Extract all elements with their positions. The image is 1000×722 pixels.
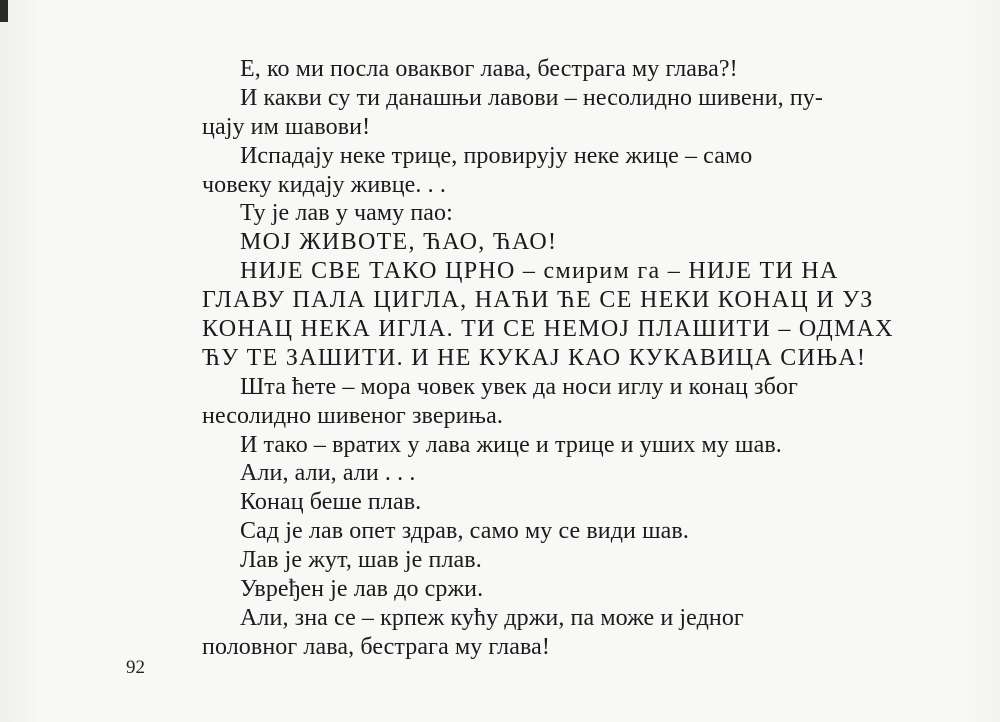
- text-line: Али, зна се – крпеж кућу држи, па може и једног: [240, 604, 744, 631]
- text-line: несолидно шивеног зверињa.: [202, 402, 503, 429]
- text-line: Увређен је лав до сржи.: [240, 576, 484, 603]
- text-line: НИЈЕ СВЕ ТАКО ЦРНО – смирим га – НИЈЕ ТИ НА: [240, 258, 839, 285]
- page-number: 92: [126, 657, 145, 678]
- text-line: Конац беше плав.: [240, 489, 422, 516]
- text-line: ЋУ ТЕ ЗАШИТИ. И НЕ КУКАЈ КАО КУКАВИЦА СИЊА!: [202, 344, 867, 371]
- text-line: И какви су ти данашњи лавови – несолидно шивени, пу-: [240, 84, 823, 111]
- text-line: Е, ко ми посла оваквог лава, бестрага му глава?!: [240, 56, 738, 82]
- text-line: Лав је жут, шав је плав.: [240, 547, 482, 574]
- text-line: КОНАЦ НЕКА ИГЛА. ТИ СЕ НЕМОЈ ПЛАШИТИ – ОДМАХ: [202, 316, 894, 343]
- text-line: И тако – вратих у лава жице и трице и уших му шав.: [240, 431, 782, 458]
- text-line: Испадају неке трице, провирују неке жице – само: [240, 142, 753, 169]
- text-line: ГЛАВУ ПАЛА ЦИГЛА, НАЋИ ЋЕ СЕ НЕКИ КОНАЦ И УЗ: [202, 287, 874, 314]
- text-line: МОЈ ЖИВОТЕ, ЋАО, ЋАО!: [240, 229, 558, 256]
- text-line: Шта ћете – мора човек увек да носи иглу и конац због: [240, 373, 798, 400]
- text-line: Сад је лав опет здрав, само му се види шав.: [240, 518, 689, 545]
- scan-edge-mark: [0, 0, 8, 22]
- poem-text: [202, 55, 894, 662]
- text-line: човеку кидају живце. . .: [202, 171, 446, 198]
- text-line: Ту је лав у чаму пао:: [240, 200, 453, 227]
- text-line: Али, али, али . . .: [240, 460, 416, 487]
- text-line: половног лава, бестрага му глава!: [202, 633, 550, 660]
- text-line: цају им шавови!: [202, 113, 371, 140]
